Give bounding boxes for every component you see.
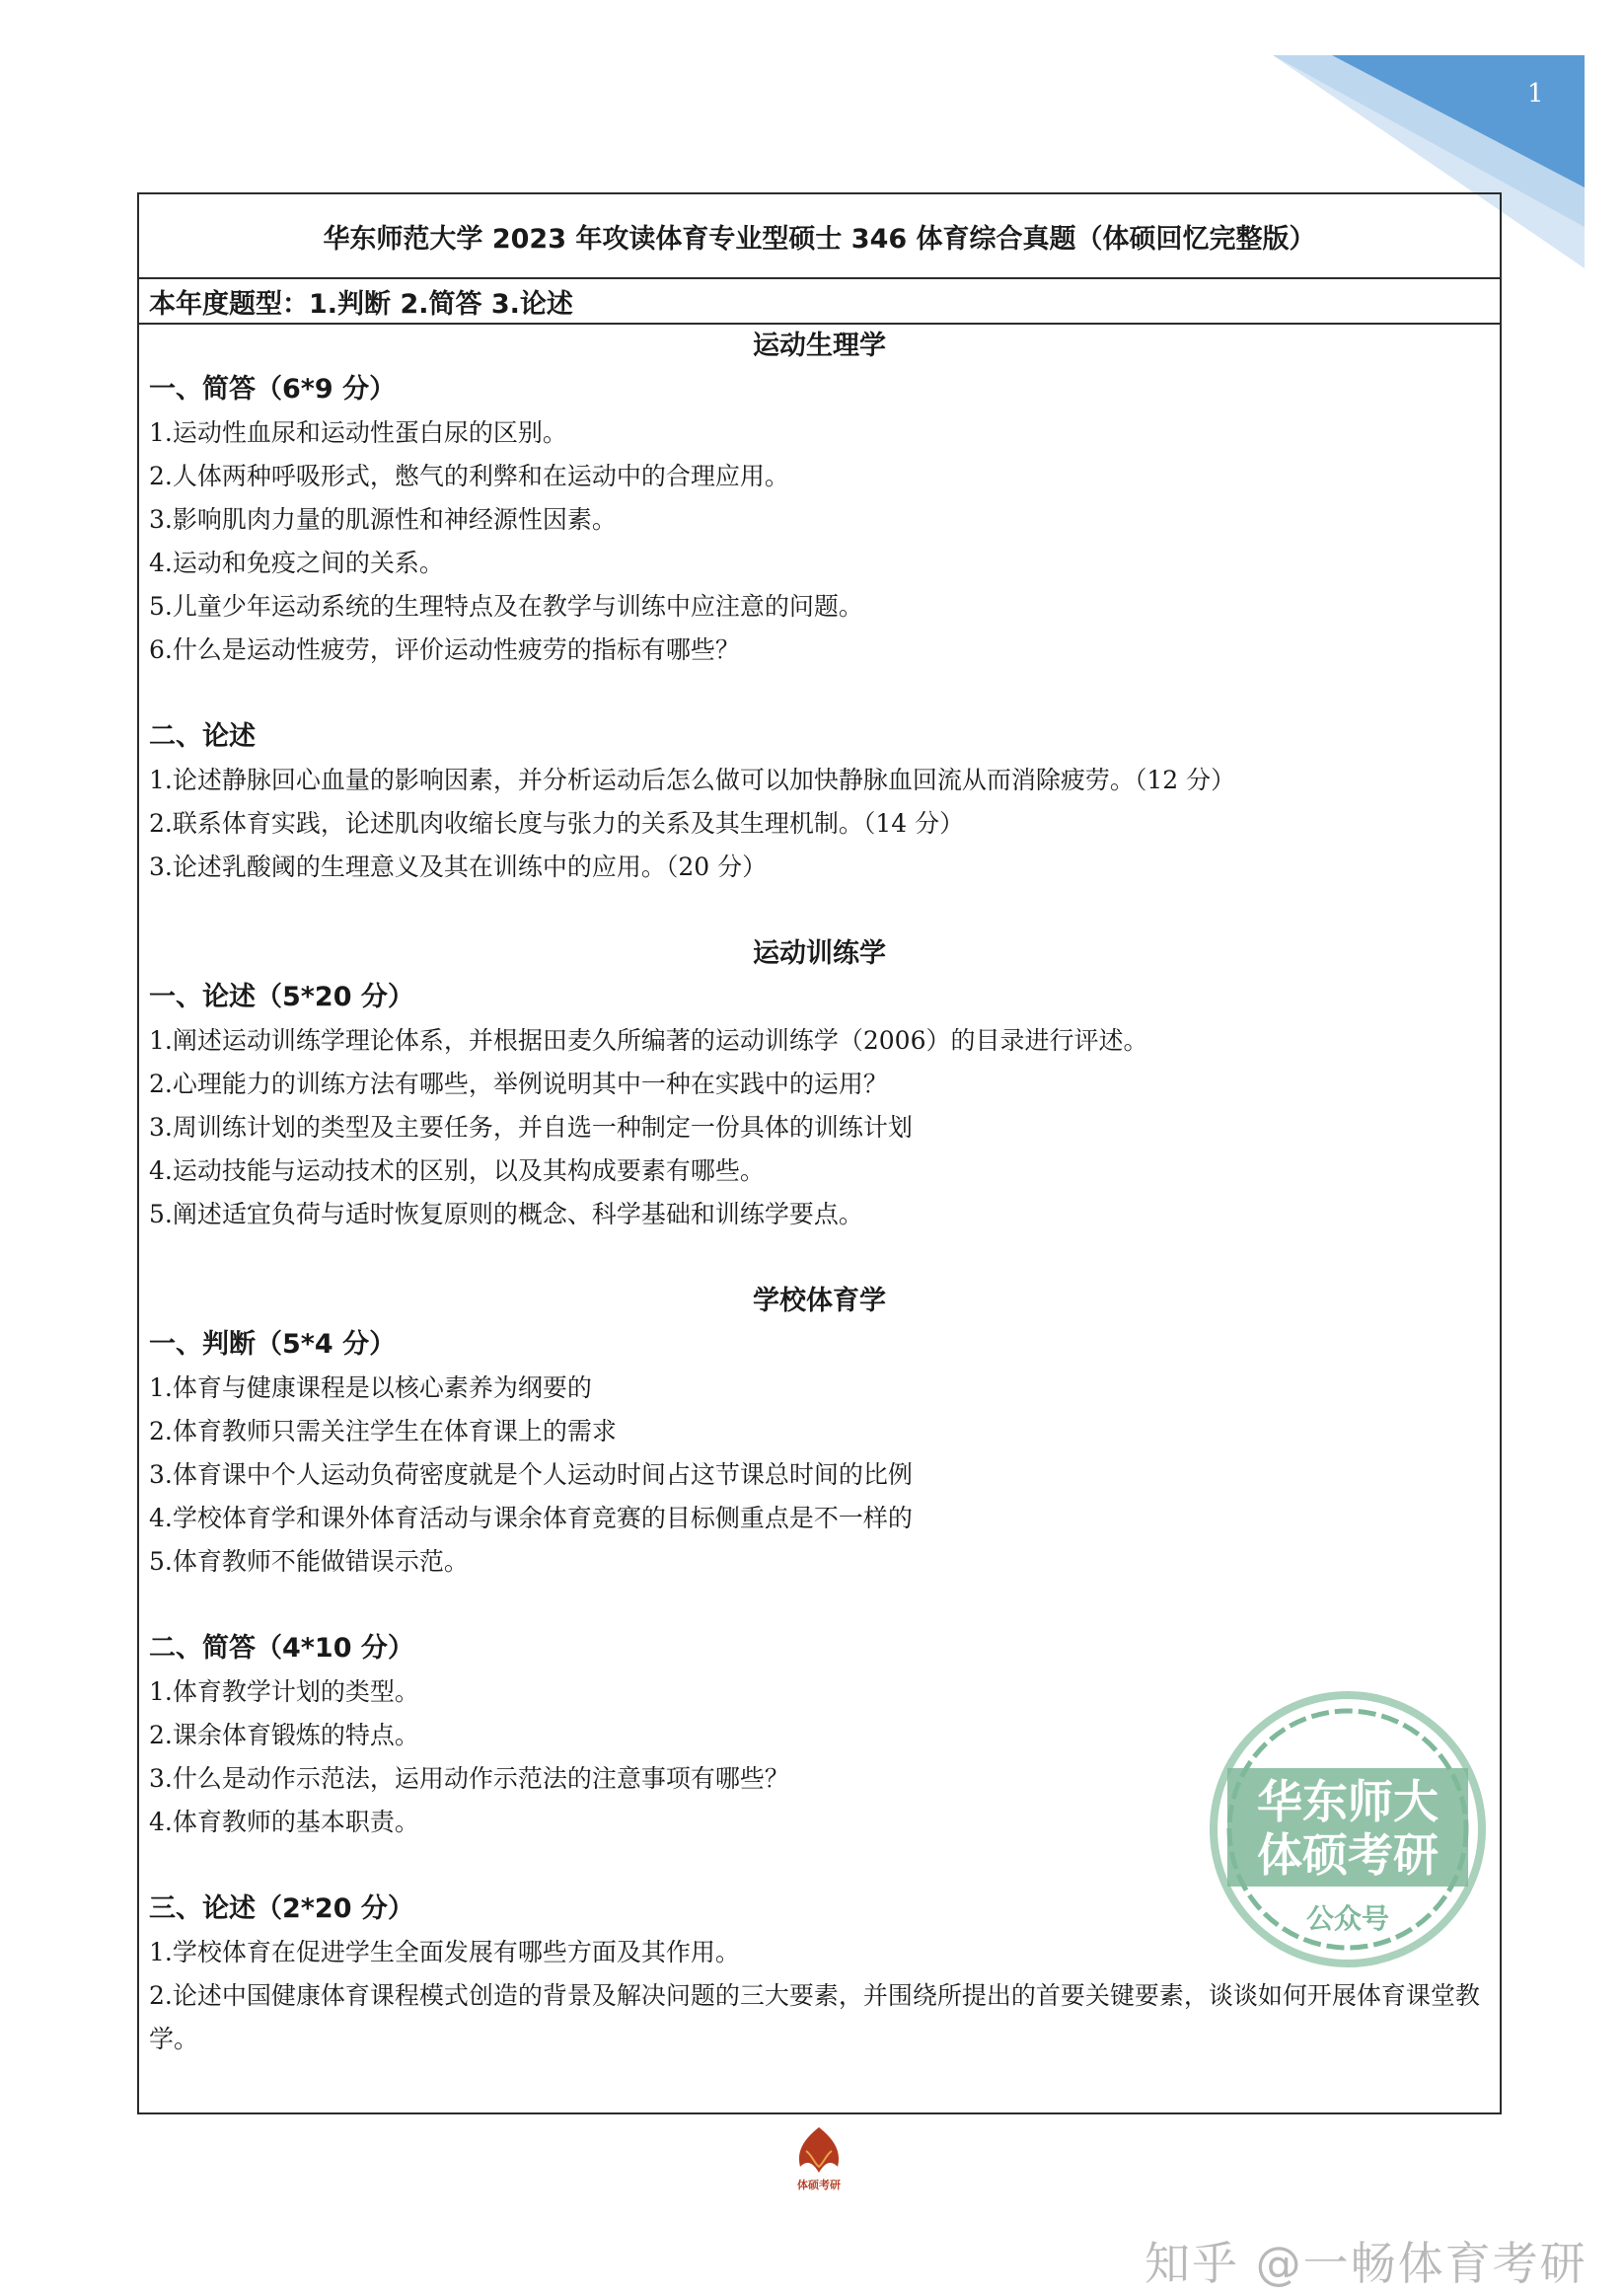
question-item: 3.影响肌肉力量的肌源性和神经源性因素。 [149,505,617,534]
spacer [149,1236,1490,1280]
section-heading: 三、论述（2*20 分） [149,1893,414,1924]
section-heading: 一、简答（6*9 分） [149,374,397,405]
stamp-line2: 体硕考研 [1257,1828,1439,1882]
question-item: 1.学校体育在促进学生全面发展有哪些方面及其作用。 [149,1938,740,1966]
question-item: 3.体育课中个人运动负荷密度就是个人运动时间占这节课总时间的比例 [149,1460,913,1489]
zhihu-watermark: 知乎 @一畅体育考研 [1144,2237,1587,2290]
subject-title: 学校体育学 [753,1286,886,1316]
spacer [149,1584,1490,1627]
section-heading: 二、简答（4*10 分） [149,1633,414,1664]
section-heading: 一、判断（5*4 分） [149,1329,397,1360]
question-item: 3.什么是动作示范法，运用动作示范法的注意事项有哪些？ [149,1764,789,1793]
question-item: 2.联系体育实践，论述肌肉收缩长度与张力的关系及其生理机制。（14 分） [149,809,965,838]
question-item: 3.周训练计划的类型及主要任务，并自选一种制定一份具体的训练计划 [149,1113,913,1142]
question-item: 4.学校体育学和课外体育活动与课余体育竞赛的目标侧重点是不一样的 [149,1504,913,1532]
stamp-label: 公众号 [1305,1902,1390,1935]
question-item: 5.体育教师不能做错误示范。 [149,1547,469,1576]
question-item: 2.心理能力的训练方法有哪些，举例说明其中一种在实践中的运用？ [149,1070,888,1098]
question-item: 1.体育与健康课程是以核心素养为纲要的 [149,1373,592,1402]
section-heading: 一、论述（5*20 分） [149,982,414,1012]
question-item: 1.论述静脉回心血量的影响因素，并分析运动后怎么做可以加快静脉血回流从而消除疲劳。（12 分） [149,766,1236,794]
question-types: 本年度题型：1.判断 2.简答 3.论述 [139,279,1500,325]
question-item: 1.体育教学计划的类型。 [149,1677,419,1706]
subject-title: 运动训练学 [753,938,886,969]
question-item: 2.人体两种呼吸形式，憋气的利弊和在运动中的合理应用。 [149,462,789,490]
section-heading: 二、论述 [149,721,256,752]
wechat-stamp [1206,1687,1490,1971]
question-item: 2.课余体育锻炼的特点。 [149,1721,419,1749]
brand-logo [784,2121,853,2200]
question-item: 2.论述中国健康体育课程模式创造的背景及解决问题的三大要素，并围绕所提出的首要关键要素，谈谈如何开展体育课堂教学。 [149,1981,1480,2053]
question-item: 1.阐述运动训练学理论体系，并根据田麦久所编著的运动训练学（2006）的目录进行评述。 [149,1026,1148,1055]
subject-title: 运动生理学 [753,331,886,361]
question-item: 1.运动性血尿和运动性蛋白尿的区别。 [149,418,567,447]
question-item: 3.论述乳酸阈的生理意义及其在训练中的应用。（20 分） [149,852,768,881]
question-item: 4.体育教师的基本职责。 [149,1808,419,1836]
question-item: 5.阐述适宜负荷与适时恢复原则的概念、科学基础和训练学要点。 [149,1200,863,1228]
page-number: 1 [1527,79,1544,109]
question-item: 5.儿童少年运动系统的生理特点及在教学与训练中应注意的问题。 [149,592,863,621]
stamp-line1: 华东师大 [1257,1775,1439,1828]
exam-title: 华东师范大学 2023 年攻读体育专业型硕士 346 体育综合真题（体硕回忆完整版） [139,194,1500,279]
question-item: 4.运动技能与运动技术的区别，以及其构成要素有哪些。 [149,1156,765,1185]
question-item: 6.什么是运动性疲劳，评价运动性疲劳的指标有哪些？ [149,635,740,664]
question-item: 2.体育教师只需关注学生在体育课上的需求 [149,1417,617,1445]
spacer [149,889,1490,932]
logo-text: 体硕考研 [797,2179,841,2191]
question-item: 4.运动和免疫之间的关系。 [149,549,444,577]
spacer [149,672,1490,715]
